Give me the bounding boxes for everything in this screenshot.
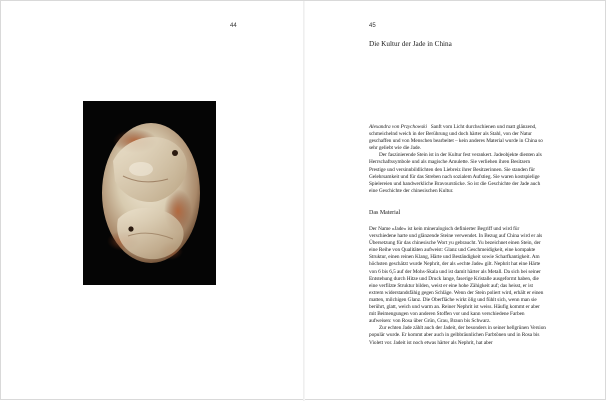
page-gutter (303, 1, 305, 401)
chapter-title: Die Kultur der Jade in China (369, 40, 452, 48)
section-heading: Das Material (369, 210, 401, 216)
left-page-number: 44 (230, 23, 237, 29)
intro-text: Sanft vom Licht durchschienen und matt glänzend, schmeichelnd weich in der Berührung und doch härter als Stahl, von der Natur geschaffen und von Menschen bearbeitet – kein anderes Material wurde in China so sehr geliebt wie die Jade. (369, 124, 543, 152)
body-block (369, 226, 547, 347)
right-page-number: 45 (369, 23, 376, 29)
intro-paragraph-2: Der faszinierende Stein ist in der Kultur fest verankert. Jadeobjekte dienten als Herrschaftssymbole und als magische Amulette. Sie verliehen ihren Besitzern Prestige und versinnbildlichten den Liebreiz ihrer Besitzerinnen. Sie standen für Gelehrsamkeit und für das Streben nach sozialem Aufstieg. Sie waren kostspielige Spielereien und handwerkliche Bravourstücke. So ist die Geschichte der Jade auch eine Geschichte der chinesischen Kultur. (369, 152, 542, 194)
jade-carving-photo (83, 101, 216, 285)
body-paragraph-1: Der Name «Jade» ist kein mineralogisch definierter Begriff und wird für verschiedene harte und glänzende Steine verwendet. In Bezug auf China wird er als Übersetzung für das chinesische Wort yu gebraucht. Yu bezeichnet einen Stein, der eine Reihe von Qualitäten aufweist: Glanz und Geschmeidigkeit, eine kompakte Struktur, einen reinen Klang, Härte und Beständigkeit sowie Scharfkantigkeit. Am höchsten geschätzt wurde Nephrit, der als «echte Jade» gilt. Nephrit hat eine Härte von 6 bis 6,5 auf der Mohs-Skala und ist damit härter als Metall. Da sich bei seiner Entstehung durch Hitze und Druck lange, faserige Kristalle ausgeformt haben, die eine verfilzte Struktur bilden, weist er eine hohe Zähigkeit auf; das heisst, er ist extrem widerstandsfähig gegen Schläge. Wenn der Stein poliert wird, erhält er einen matten, milchigen Glanz. Die Oberfläche wirkt ölig und fühlt sich, wenn man sie berührt, glatt, weich und warm an. Reiner Nephrit ist weiss. Häufig kommt er aber mit Beimengungen von anderen Stoffen vor und kann verschiedene Farben aufweisen: von Rosa über Grün, Grau, Braun bis Schwarz. (369, 226, 544, 325)
author-name: Alexandra von Przychowski (369, 124, 427, 130)
body-paragraph-2: Zur echten Jade zählt auch der Jadeit, der besonders in seiner hellgrünen Version populär wurde. Er kommt aber auch in gelbbräunlichen Farbtönen und in Rosa bis Violett vor. Jadeit ist noch etwas härter als Nephrit, hat aber (369, 325, 546, 346)
intro-paragraph (369, 124, 547, 152)
intro-block (369, 124, 547, 195)
